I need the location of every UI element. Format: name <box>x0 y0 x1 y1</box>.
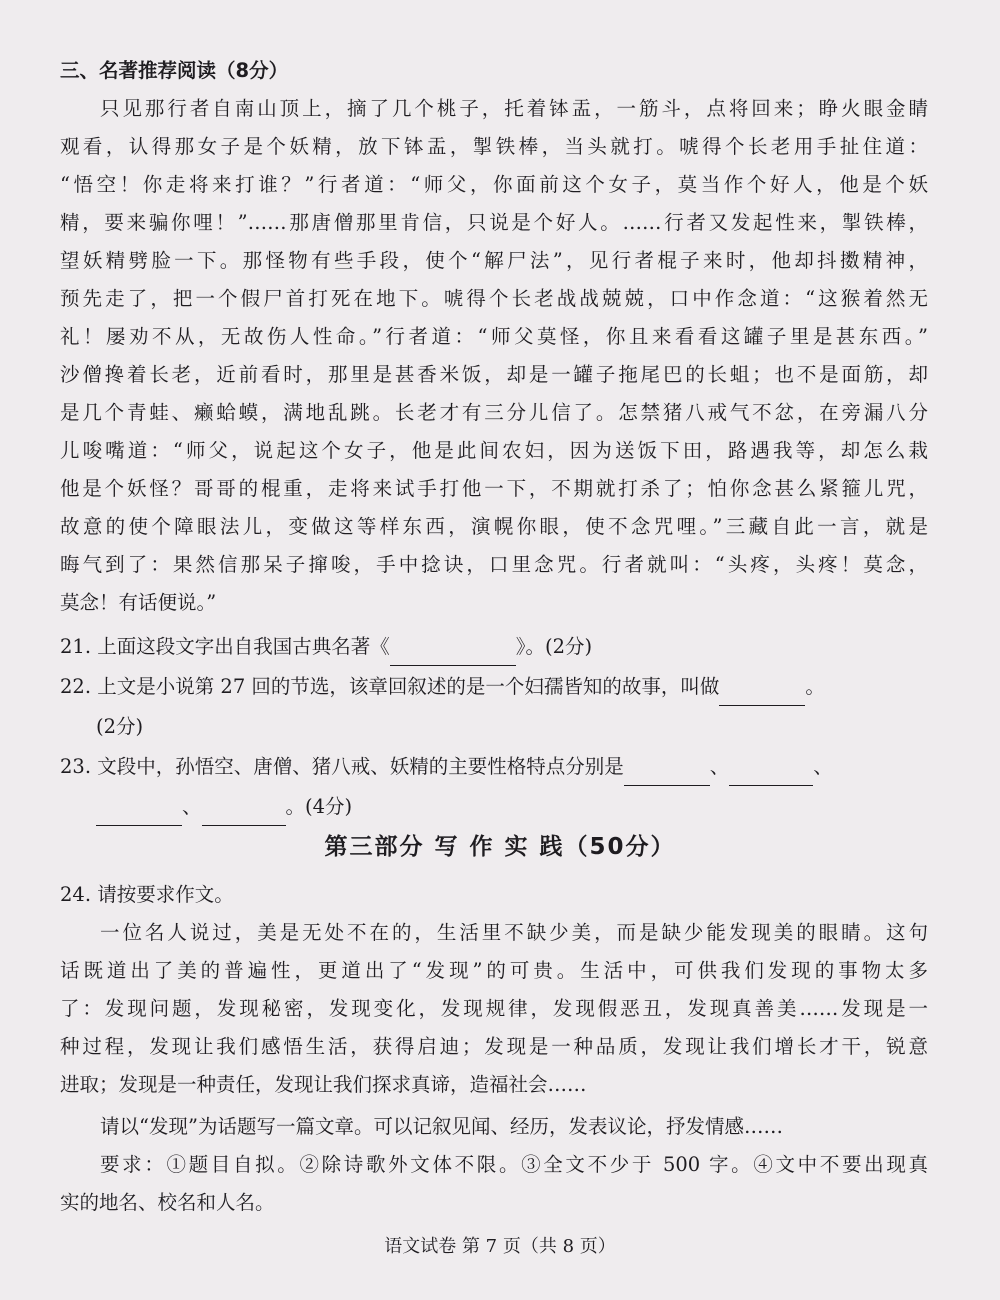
prompt-line: 一位名人说过，美是无处不在的，生活里不缺少美，而是缺少能发现美的眼睛。这句 <box>100 921 928 944</box>
question-22 <box>60 668 928 706</box>
answer-blank-23c[interactable] <box>96 801 182 826</box>
separator: 、 <box>182 795 202 818</box>
question-23 <box>60 748 928 786</box>
answer-blank-23a[interactable] <box>624 761 710 786</box>
passage-line: 礼！屡劝不从，无故伤人性命。”行者道：“师父莫怪，你且来看看这罐子里是甚东西。” <box>60 325 928 348</box>
question-21-text: 21. 上面这段文字出自我国古典名著《 <box>60 635 390 658</box>
passage-line: 是几个青蛙、癞蛤蟆，满地乱跳。长老才有三分儿信了。怎禁猪八戒气不忿，在旁漏八分 <box>60 401 928 424</box>
answer-blank-23d[interactable] <box>202 801 286 826</box>
prompt-line: 话既道出了美的普遍性，更道出了“发现”的可贵。生活中，可供我们发现的事物太多 <box>60 959 928 982</box>
question-21-score: 》。(2分) <box>515 635 593 658</box>
question-22-text: 22. 上文是小说第 27 回的节选，该章回叙述的是一个妇孺皆知的故事，叫做 <box>60 675 720 698</box>
question-21 <box>60 628 928 666</box>
part-title: 第三部分 写 作 实 践（50分） <box>324 834 676 860</box>
passage-line: 观看，认得那女子是个妖精，放下钵盂，掣铁棒，当头就打。唬得个长老用手扯住道： <box>60 135 928 158</box>
answer-blank-23b[interactable] <box>729 761 813 786</box>
section-heading: 三、名著推荐阅读（8分） <box>60 59 289 82</box>
passage-line: 只见那行者自南山顶上，摘了几个桃子，托着钵盂，一筋斗，点将回来；睁火眼金睛 <box>100 97 928 120</box>
passage-line: 沙僧搀着长老，近前看时，那里是甚香米饭，却是一罐子拖尾巴的长蛆；也不是面筋，却 <box>60 363 928 386</box>
question-23-score: 。(4分) <box>285 795 353 818</box>
passage-line: “悟空！你走将来打谁？”行者道：“师父，你面前这个女子，莫当作个好人，他是个妖 <box>60 173 928 196</box>
answer-blank-21[interactable] <box>390 641 516 666</box>
passage-line: 故意的使个障眼法儿，变做这等样东西，演幌你眼，使不念咒哩。”三藏自此一言，就是 <box>60 515 928 538</box>
passage-line: 莫念！有话便说。” <box>60 591 217 614</box>
passage-line: 晦气到了：果然信那呆子撺唆，手中捻诀，口里念咒。行者就叫：“头疼，头疼！莫念， <box>60 553 928 576</box>
passage-line: 他是个妖怪？哥哥的棍重，走将来试手打他一下，不期就打杀了；怕你念甚么紧箍儿咒， <box>60 477 928 500</box>
question-23-text: 23. 文段中，孙悟空、唐僧、猪八戒、妖精的主要性格特点分别是 <box>60 755 624 778</box>
passage-line: 精，要来骗你哩！”……那唐僧那里肯信，只说是个好人。……行者又发起性来，掣铁棒， <box>60 211 928 234</box>
separator: 、 <box>709 755 730 778</box>
question-24-label: 24. 请按要求作文。 <box>60 883 234 906</box>
prompt-line: 进取；发现是一种责任，发现让我们探求真谛，造福社会…… <box>60 1073 587 1096</box>
page-footer: 语文试卷 第 7 页（共 8 页） <box>384 1236 616 1257</box>
question-23-continued <box>96 788 964 826</box>
passage-line: 预先走了，把一个假尸首打死在地下。唬得个长老战战兢兢，口中作念道：“这猴着然无 <box>60 287 928 310</box>
question-22-end: 。 <box>805 675 825 698</box>
prompt-line: 了：发现问题，发现秘密，发现变化，发现规律，发现假恶丑，发现真善美……发现是一 <box>60 997 928 1020</box>
writing-task: 请以“发现”为话题写一篇文章。可以记叙见闻、经历，发表议论，抒发情感…… <box>100 1115 783 1138</box>
writing-requirements: 要求：①题目自拟。②除诗歌外文体不限。③全文不少于 500 字。④文中不要出现真 <box>100 1153 928 1176</box>
prompt-line: 种过程，发现让我们感悟生活，获得启迪；发现是一种品质，发现让我们增长才干，锐意 <box>60 1035 928 1058</box>
separator: 、 <box>813 755 833 778</box>
passage-line: 儿唆嘴道：“师父，说起这个女子，他是此间农妇，因为送饭下田，路遇我等，却怎么栽 <box>60 439 928 462</box>
question-22-score: (2分) <box>96 715 144 738</box>
answer-blank-22[interactable] <box>719 681 805 706</box>
writing-requirements-continued: 实的地名、校名和人名。 <box>60 1191 275 1214</box>
passage-line: 望妖精劈脸一下。那怪物有些手段，使个“解尸法”，见行者棍子来时，他却抖擞精神， <box>60 249 928 272</box>
